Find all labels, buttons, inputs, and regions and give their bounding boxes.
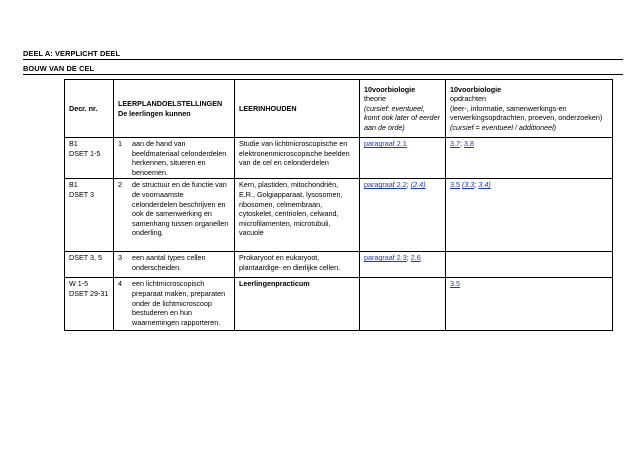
header-opdrachten: 10voorbiologie opdrachten (leer-, informatie, samenwerkings-en verwerkingsopdrachten, proeven, onderzoeken) (cursief = eventueel / additioneel) [446,80,613,138]
header-decr: Decr. nr. [65,80,114,138]
doel-cell: 3 een aantal types cellen onderscheiden. [114,252,235,278]
inhoud-cell: Prokaryoot en eukaryoot, plantaardige- en dierlijke cellen. [235,252,360,278]
inhoud-cell: Studie van lichtmicroscopische en elektronenmicroscopische beelden van de cel en celonderdelen [235,138,360,179]
opdrachten-cell: 3.7; 3.8 [446,138,613,179]
theorie-cell [360,138,446,179]
theorie-cell [360,278,446,331]
table-row [65,138,613,179]
doel-cell: 4 een lichtmicroscopisch preparaat maken, preparaten onder de lichtmicroscoop bestuderen en hun waarnemingen rapporteren. [114,278,235,331]
table-row [65,252,613,278]
inhoud-cell: Leerlingenpracticum [235,278,360,331]
header-leerinhouden: LEERINHOUDEN [235,80,360,138]
table-row [65,278,613,331]
paragraph-link[interactable]: 2.6 [410,253,421,263]
exercise-link[interactable]: 3.5 [450,180,460,190]
subheading-rule [23,74,623,75]
decr-cell: W 1-5 DSET 29-31 [65,278,114,331]
doel-cell: 2 de structuur en de functie van de voornaamste celonderdelen beschrijven en ook de samenwerking en samenhang tussen organellen onderling. [114,179,235,252]
header-doelstellingen: LEERPLANDOELSTELLINGEN De leerlingen kunnen [114,80,235,138]
section-heading: DEEL A: VERPLICHT DEEL [23,49,121,58]
subsection-heading: BOUW VAN DE CEL [23,64,95,73]
exercise-link[interactable]: 3.7 [450,139,460,148]
curriculum-table [64,79,613,331]
opdrachten-cell: 3.5 (3.3; 3.4) [446,179,613,252]
paragraph-link[interactable]: (2.4) [410,180,426,190]
table-row [65,179,613,252]
paragraph-link[interactable]: paragraaf 2.2 [364,180,407,190]
exercise-link[interactable]: 3.4) [478,180,491,190]
exercise-link[interactable]: (3.3 [462,180,475,190]
header-theorie: 10voorbiologie theorie (cursief: eventueel, komt ook later of eerder aan de orde) [360,80,446,138]
exercise-link[interactable]: 3.5 [450,279,460,289]
opdrachten-cell [446,252,613,278]
paragraph-link[interactable]: paragraaf 2.1 [364,139,407,148]
doel-cell: 1 aan de hand van beeldmateriaal celonderdelen herkennen, situeren en benoemen. [114,138,235,179]
inhoud-cell: Kern, plastiden, mitochondriën, E.R., Golgiapparaat, lysosomen, ribosomen, celmembraan, cytoskelet, centriolen, celwand, microfilamenten, microtubuli, vacuole [235,179,360,252]
heading-rule [23,59,623,60]
table-header-row [65,80,613,138]
decr-cell: B1 DSET 1-5 [65,138,114,179]
theorie-cell: paragraaf 2.3; 2.6 [360,252,446,278]
paragraph-link[interactable]: paragraaf 2.3 [364,253,407,263]
exercise-link[interactable]: 3.8 [464,139,474,148]
decr-cell: DSET 3, 5 [65,252,114,278]
theorie-cell: paragraaf 2.2; (2.4) [360,179,446,252]
decr-cell: B1 DSET 3 [65,179,114,252]
opdrachten-cell [446,278,613,331]
